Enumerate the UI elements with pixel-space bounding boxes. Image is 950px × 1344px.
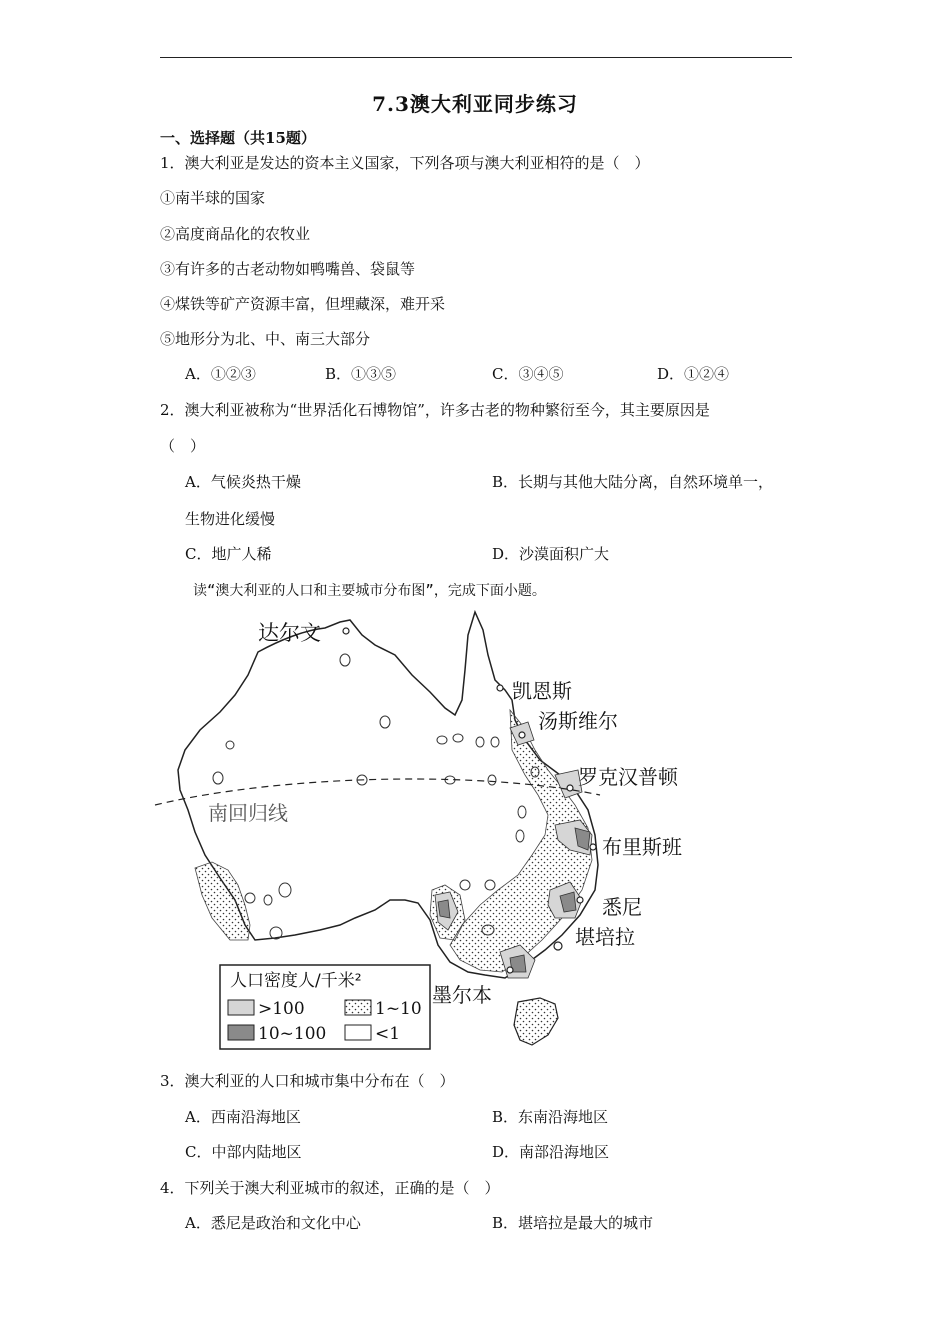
q2-option-a[interactable]: A．气候炎热干燥 bbox=[185, 473, 301, 491]
legend-label-10-100: 10~100 bbox=[258, 1024, 327, 1044]
q1-item-3: ③有许多的古老动物如鸭嘴兽、袋鼠等 bbox=[160, 260, 416, 278]
map-legend bbox=[220, 965, 430, 1049]
city-label-cairns: 凯恩斯 bbox=[512, 679, 572, 703]
page-title: 7.3澳大利亚同步练习 bbox=[372, 92, 578, 116]
legend-swatch-1-10 bbox=[345, 1000, 371, 1015]
legend-swatch-lt1 bbox=[345, 1025, 371, 1040]
q4-option-b[interactable]: B．堪培拉是最大的城市 bbox=[492, 1214, 654, 1232]
q2-option-d[interactable]: D．沙漠面积广大 bbox=[492, 545, 610, 563]
legend-title: 人口密度人/千米² bbox=[230, 971, 362, 991]
city-label-melbourne: 墨尔本 bbox=[432, 983, 492, 1007]
q3-stem: 3．澳大利亚的人口和城市集中分布在（ ） bbox=[160, 1072, 455, 1090]
city-label-canberra: 堪培拉 bbox=[575, 925, 635, 949]
city-label-sydney: 悉尼 bbox=[602, 895, 642, 919]
q4-option-a[interactable]: A．悉尼是政治和文化中心 bbox=[185, 1214, 361, 1232]
q1-option-b[interactable]: B．①③⑤ bbox=[325, 365, 397, 383]
q2-option-b-cont: 生物进化缓慢 bbox=[185, 510, 276, 528]
q3-option-a[interactable]: A．西南沿海地区 bbox=[185, 1108, 301, 1126]
q4-stem: 4．下列关于澳大利亚城市的叙述，正确的是（ ） bbox=[160, 1179, 500, 1197]
q1-option-c[interactable]: C．③④⑤ bbox=[492, 365, 564, 383]
q1-option-a[interactable]: A．①②③ bbox=[185, 365, 256, 383]
section-heading: 一、选择题（共15题） bbox=[160, 129, 316, 147]
legend-label-gt100: >100 bbox=[258, 999, 305, 1019]
legend-label-lt1: <1 bbox=[375, 1024, 401, 1044]
q2-stem: 2．澳大利亚被称为“世界活化石博物馆”，许多古老的物种繁衍至今，其主要原因是 bbox=[160, 401, 710, 419]
q2-option-b[interactable]: B．长期与其他大陆分离，自然环境单一， bbox=[492, 473, 774, 491]
city-label-darwin: 达尔文 bbox=[258, 621, 321, 645]
q1-item-5: ⑤地形分为北、中、南三大部分 bbox=[160, 330, 371, 348]
tasmania-outline bbox=[514, 998, 558, 1045]
legend-label-1-10: 1~10 bbox=[375, 999, 422, 1019]
map-intro: 读“澳大利亚的人口和主要城市分布图”，完成下面小题。 bbox=[193, 583, 546, 599]
q1-item-2: ②高度商品化的农牧业 bbox=[160, 225, 311, 243]
city-label-townsville: 汤斯维尔 bbox=[538, 709, 618, 733]
legend-swatch-gt100 bbox=[228, 1000, 254, 1015]
q2-option-c[interactable]: C．地广人稀 bbox=[185, 545, 272, 563]
q3-option-b[interactable]: B．东南沿海地区 bbox=[492, 1108, 609, 1126]
q1-item-1: ①南半球的国家 bbox=[160, 189, 266, 207]
q1-item-4: ④煤铁等矿产资源丰富，但埋藏深，难开采 bbox=[160, 295, 446, 313]
city-label-rockhampton: 罗克汉普顿 bbox=[578, 765, 678, 789]
header-rule bbox=[160, 57, 792, 58]
q3-option-d[interactable]: D．南部沿海地区 bbox=[492, 1143, 610, 1161]
q1-stem: 1．澳大利亚是发达的资本主义国家，下列各项与澳大利亚相符的是（ ） bbox=[160, 154, 650, 172]
q3-option-c[interactable]: C．中部内陆地区 bbox=[185, 1143, 302, 1161]
city-label-brisbane: 布里斯班 bbox=[602, 835, 682, 859]
australia-population-map bbox=[150, 600, 710, 1060]
adelaide-mid-density bbox=[438, 900, 450, 918]
legend-swatch-10-100 bbox=[228, 1025, 254, 1040]
q1-option-d[interactable]: D．①②④ bbox=[657, 365, 730, 383]
q2-stem-cont: （ ） bbox=[160, 437, 206, 455]
tropic-label: 南回归线 bbox=[208, 801, 288, 825]
